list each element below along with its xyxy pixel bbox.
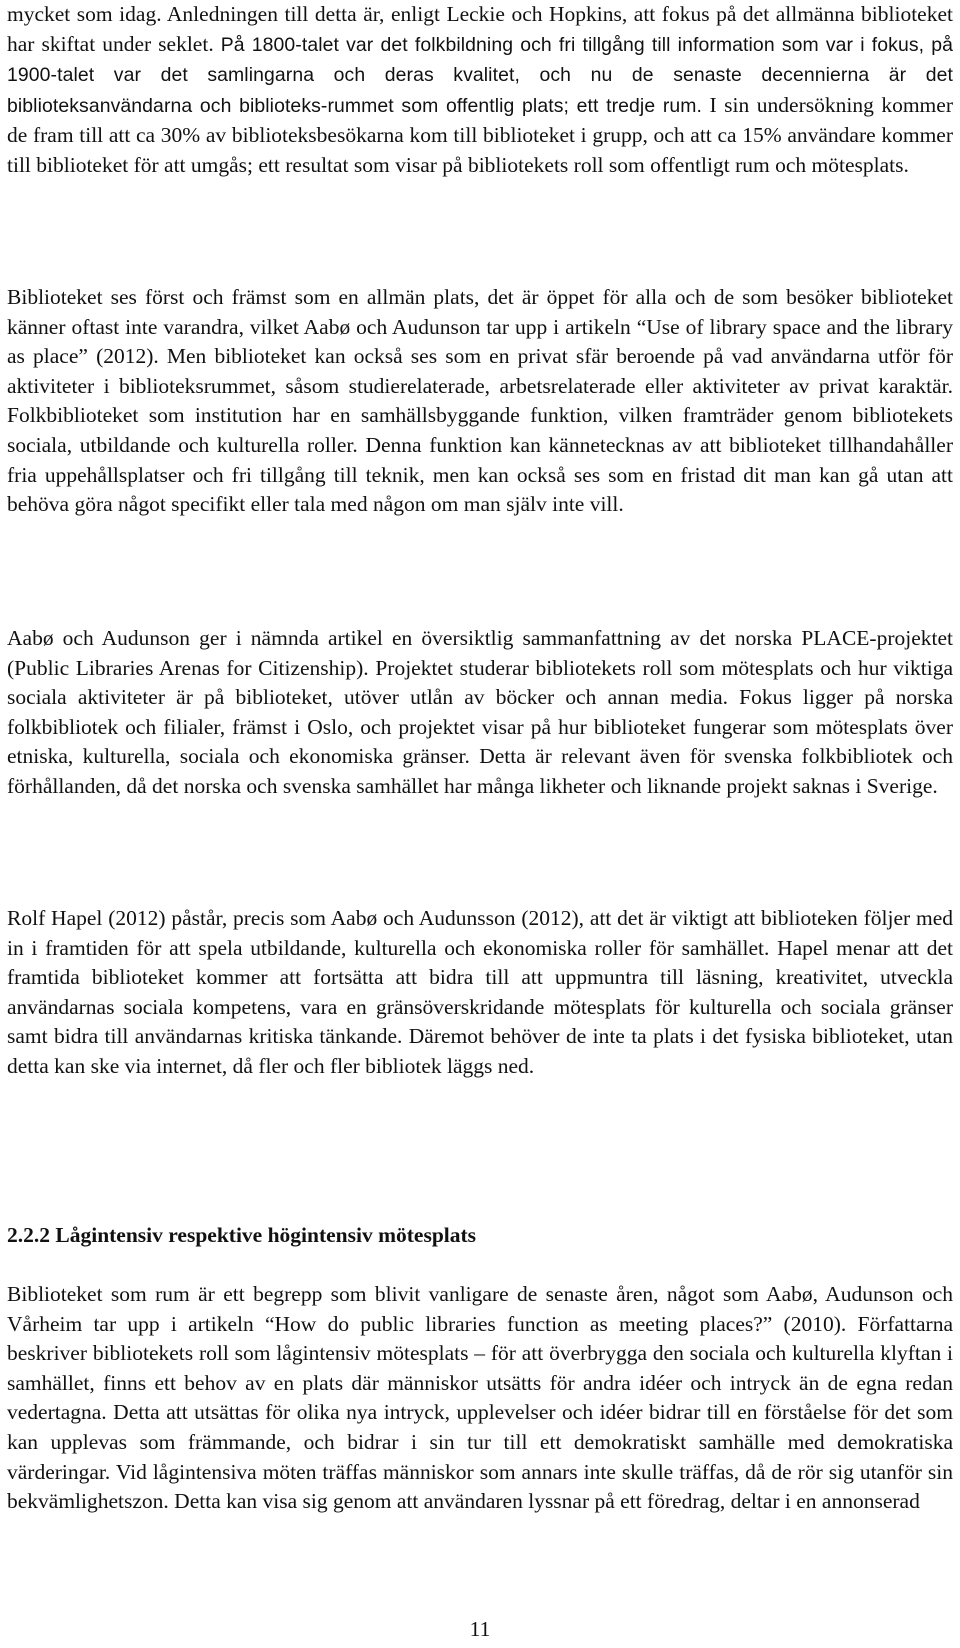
paragraph-2: Biblioteket ses först och främst som en allmän plats, det är öppet för alla och de som besöker biblioteket känner oftast inte varandra, vilket Aabø och Audunson tar upp i artikeln “Use of library space and the library as place” (2012). Men biblioteket kan också ses som en privat sfär beroende på vad användarna utför för aktiviteter i biblioteksrummet, såsom studierelaterade, arbetsrelaterade eller aktiviteter av privat karaktär. Folkbiblioteket som institution har en samhällsbyggande funktion, vilken framträder genom bibliotekets sociala, utbildande och kulturella roller. Denna funktion kan kännetecknas av att biblioteket tillhandahåller fria uppehållsplatser och fri tillgång till teknik, men kan också ses som en fristad dit man kan gå utan att behöva göra något specifikt eller tala med någon om man själv inte vill. (7, 285, 953, 517)
paragraph-4: Rolf Hapel (2012) påstår, precis som Aabø och Audunsson (2012), att det är viktigt att biblioteken följer med in i framtiden för att spela utbildande, kulturella och ekonomiska roller för samhället. Hapel menar att det framtida biblioteket kommer att fortsätta att bidra till att uppmuntra till läsning, kreativitet, utveckla användarnas sociala kompetens, vara en gränsöverskridande mötesplats för kulturella och sociala gränser samt bidra till användarnas kritiska tänkande. Däremot behöver de inte ta plats i det fysiska biblioteket, utan detta kan ske via internet, då fler och fler bibliotek läggs ned. (7, 906, 953, 1078)
paragraph-1 (7, 0, 953, 181)
paragraph-3: Aabø och Audunson ger i nämnda artikel en översiktlig sammanfattning av det norska PLACE-projektet (Public Libraries Arenas for Citizenship). Projektet studerar bibliotekets roll som mötesplats och hur viktiga sociala aktiviteter är på biblioteket, utöver utlån av böcker och annan media. Fokus ligger på norska folkbibliotek och filialer, främst i Oslo, och projektet visar på hur biblioteket fungerar som mötesplats över etniska, kulturella, sociala och ekonomiska gränser. Detta är relevant även för svenska folkbibliotek och förhållanden, då det norska och svenska samhället har många likheter och liknande projekt saknas i Sverige. (7, 626, 953, 798)
page-number: 11 (469, 1617, 491, 1641)
paragraph-5: Biblioteket som rum är ett begrepp som blivit vanligare de senaste åren, något som Aabø, Audunson och Vårheim tar upp i artikeln “How do public libraries function as meeting places?” (2010). Författarna beskriver bibliotekets roll som lågintensiv mötesplats – för att överbrygga den sociala och kulturella klyftan i samhället, finns ett behov av en plats där människor utsätts för andra idéer och intryck än de egna redan vedertagna. Detta att utsättas för olika nya intryck, upplevelser och idéer bidrar till en förståelse för det som kan upplevas som främmande, och bidrar i sin tur till ett demokratiskt samhälle med demokratiska värderingar. Vid lågintensiva möten träffas människor som annars inte skulle träffas, då de rör sig utanför sin bekvämlighetszon. Detta kan visa sig genom att användaren lyssnar på ett föredrag, deltar i en annonserad (7, 1282, 953, 1514)
section-heading: 2.2.2 Lågintensiv respektive högintensiv mötesplats (7, 1223, 477, 1247)
paragraph-1-intro: mycket som idag. Anledningen till detta är, enligt Leckie och Hopkins, att fokus på det allmänna biblioteket har skiftat under seklet. (7, 2, 953, 56)
paragraph-1-rest: I sin undersökning kommer de fram till att ca 30% av biblioteksbesökarna kom till biblioteket i grupp, och att ca 15% användare kommer till biblioteket för att umgås; ett resultat som visar på bibliotekets roll som offentligt rum och mötesplats. (7, 92, 953, 177)
paragraph-1-sans-excerpt: På 1800-talet var det folkbildning och fri tillgång till information som var i fokus, på 1900-talet var det samlingarna och deras kvalitet, och nu de senaste decennierna är det biblioteksanvändarna och biblioteks-rummet som offentlig plats; ett tredje rum. (7, 33, 953, 117)
